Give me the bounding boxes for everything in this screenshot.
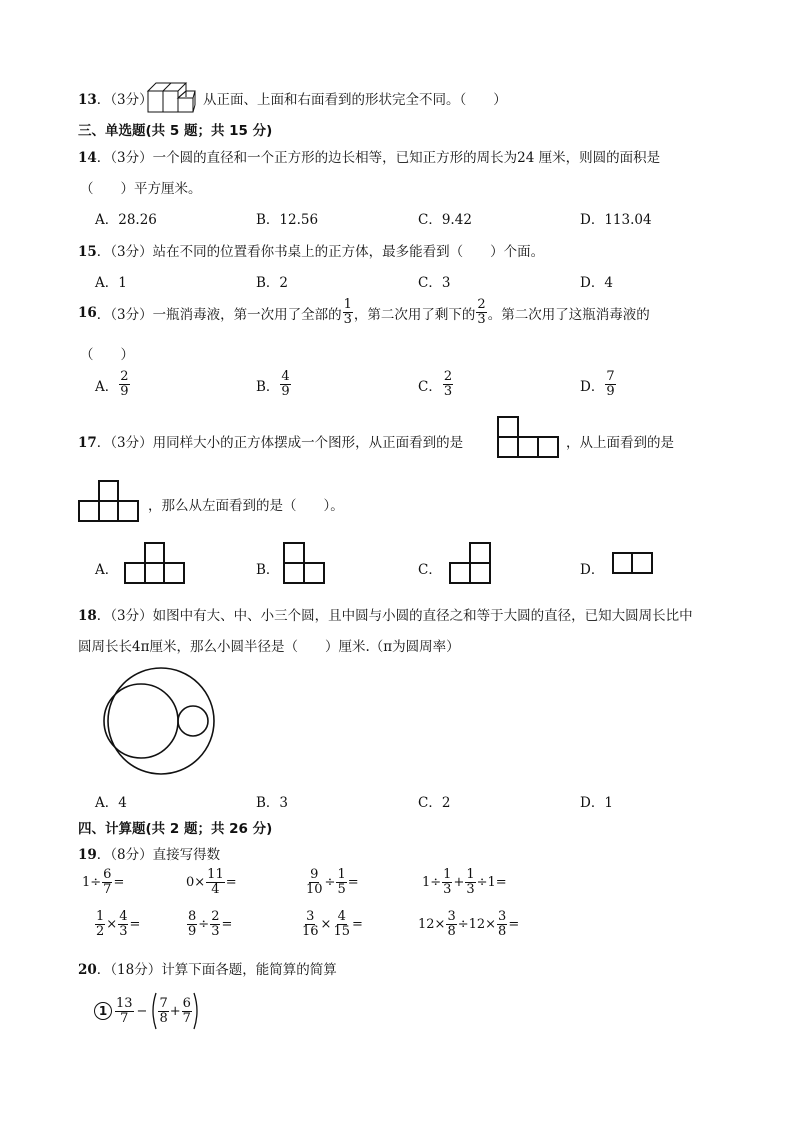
- option-a[interactable]: A．4: [95, 795, 127, 811]
- question-score: ．（3分）: [96, 306, 153, 323]
- option-c-figure[interactable]: [449, 542, 493, 584]
- option-a-figure[interactable]: [124, 542, 186, 584]
- question-number: 13: [78, 92, 97, 108]
- left-paren: [149, 992, 157, 1030]
- question-score: ．（18分）: [96, 962, 162, 978]
- option-a[interactable]: A．28.26: [95, 212, 157, 228]
- question-17-text2: ，从上面看到的是: [566, 435, 674, 451]
- question-text: 一个圆的直径和一个正方形的边长相等，已知正方形的周长为24 厘米，则圆的面积是: [152, 150, 661, 166]
- question-number: 19: [78, 847, 97, 863]
- question-score: ．（3分）: [96, 150, 153, 166]
- calc-expression-8: 12× $\frac{3}{8}$ ÷12× $\frac{3}{8}$ =: [418, 909, 520, 939]
- question-17: 17．（3分）用同样大小的正方体摆成一个图形，从正面看到的是: [78, 435, 464, 451]
- option-b[interactable]: B．12.56: [256, 212, 319, 228]
- option-c[interactable]: C．9.42: [418, 212, 472, 228]
- question-16: 16 ．（3分） 一瓶消毒液，第一次用了全部的 $\frac{1}{3}$ ，第二次用了剩下的 $\frac{2}{3}$ 。第二次用了这瓶消毒液的: [78, 297, 650, 327]
- option-b[interactable]: B． $\frac{4}{9}$: [256, 369, 290, 399]
- question-number: 17: [78, 435, 97, 451]
- question-score: ．（3分）: [96, 244, 153, 260]
- calc-expression-2: 0× $\frac{11}{4}$ =: [186, 867, 237, 897]
- question-score: ．（8分）: [96, 847, 153, 863]
- option-b-label[interactable]: B．: [256, 562, 280, 578]
- circled-number: 1: [94, 1002, 112, 1020]
- calc-expression-20-1: 1 $\frac{13}{7}$ − $\frac{7}{8}$ + $\frac{6}{7}$: [94, 992, 201, 1030]
- question-score: ．（3分）: [96, 92, 153, 108]
- option-a[interactable]: A． $\frac{2}{9}$: [95, 369, 129, 399]
- calc-expression-4: 1÷ $\frac{1}{3}$ + $\frac{1}{3}$ ÷1=: [422, 867, 507, 897]
- question-score: ．（3分）: [96, 608, 153, 624]
- right-paren: [193, 992, 201, 1030]
- cube-stack-figure: [147, 78, 197, 114]
- question-13: [78, 88, 153, 108]
- calc-expression-1: 1÷ $\frac{6}{7}$ =: [82, 867, 125, 897]
- question-number: 14: [78, 150, 97, 166]
- question-18: 18．（3分）如图中有大、中、小三个圆，且中圆与小圆的直径之和等于大圆的直径，已知大圆周长比中: [78, 608, 693, 624]
- option-b[interactable]: B．2: [256, 275, 289, 291]
- three-circles-figure: [101, 667, 221, 777]
- question-number: 18: [78, 608, 97, 624]
- question-number: 20: [78, 962, 97, 978]
- option-a-label[interactable]: A．: [95, 562, 119, 578]
- question-number: 15: [78, 244, 97, 260]
- calc-expression-3: $\frac{9}{10}$ ÷ $\frac{1}{5}$ =: [306, 867, 359, 897]
- question-15: [78, 240, 544, 260]
- question-score: ．（3分）: [96, 435, 153, 451]
- option-d[interactable]: D．4: [580, 275, 613, 291]
- front-view-figure: [497, 416, 561, 458]
- option-c[interactable]: C．3: [418, 275, 451, 291]
- option-d[interactable]: D．113.04: [580, 212, 652, 228]
- section-4-title: 四、计算题(共 2 题；共 26 分): [78, 821, 273, 837]
- top-view-figure: [78, 480, 140, 522]
- option-d[interactable]: D． $\frac{7}{9}$: [580, 369, 615, 399]
- question-number: 16: [78, 304, 97, 321]
- option-c[interactable]: C． $\frac{2}{3}$: [418, 369, 453, 399]
- option-a[interactable]: A．1: [95, 275, 127, 291]
- option-b-figure[interactable]: [283, 542, 327, 584]
- question-13-text: 从正面、上面和右面看到的形状完全不同。（ ）: [203, 92, 507, 108]
- fraction: $\frac{1}{3}$: [343, 297, 352, 327]
- fraction: $\frac{2}{3}$: [477, 297, 486, 327]
- option-d[interactable]: D．1: [580, 795, 613, 811]
- question-17-text3: ，那么从左面看到的是（ ）。: [148, 498, 344, 514]
- option-c-label[interactable]: C．: [418, 562, 442, 578]
- question-20: 20．（18分）计算下面各题，能简算的简算: [78, 962, 337, 978]
- option-b[interactable]: B．3: [256, 795, 289, 811]
- calc-expression-6: $\frac{8}{9}$ ÷ $\frac{2}{3}$ =: [188, 909, 233, 939]
- section-3-title: 三、单选题(共 5 题；共 15 分): [78, 123, 273, 139]
- option-d-label[interactable]: D．: [580, 562, 605, 578]
- question-text: 站在不同的位置看你书桌上的正方体，最多能看到（ ）个面。: [152, 244, 545, 260]
- option-d-figure[interactable]: [612, 551, 656, 575]
- question-18-line2: 圆周长长4π厘米，那么小圆半径是（ ）厘米.（π为圆周率）: [78, 639, 460, 655]
- question-16-line2: （ ）: [80, 347, 134, 363]
- question-14-line2: （ ）平方厘米。: [80, 181, 202, 197]
- question-14: [78, 146, 660, 166]
- calc-expression-5: $\frac{1}{2}$ × $\frac{4}{3}$ =: [96, 909, 141, 939]
- calc-expression-7: $\frac{3}{16}$ × $\frac{4}{15}$ =: [302, 909, 363, 939]
- option-c[interactable]: C．2: [418, 795, 451, 811]
- question-19: 19．（8分）直接写得数: [78, 847, 221, 863]
